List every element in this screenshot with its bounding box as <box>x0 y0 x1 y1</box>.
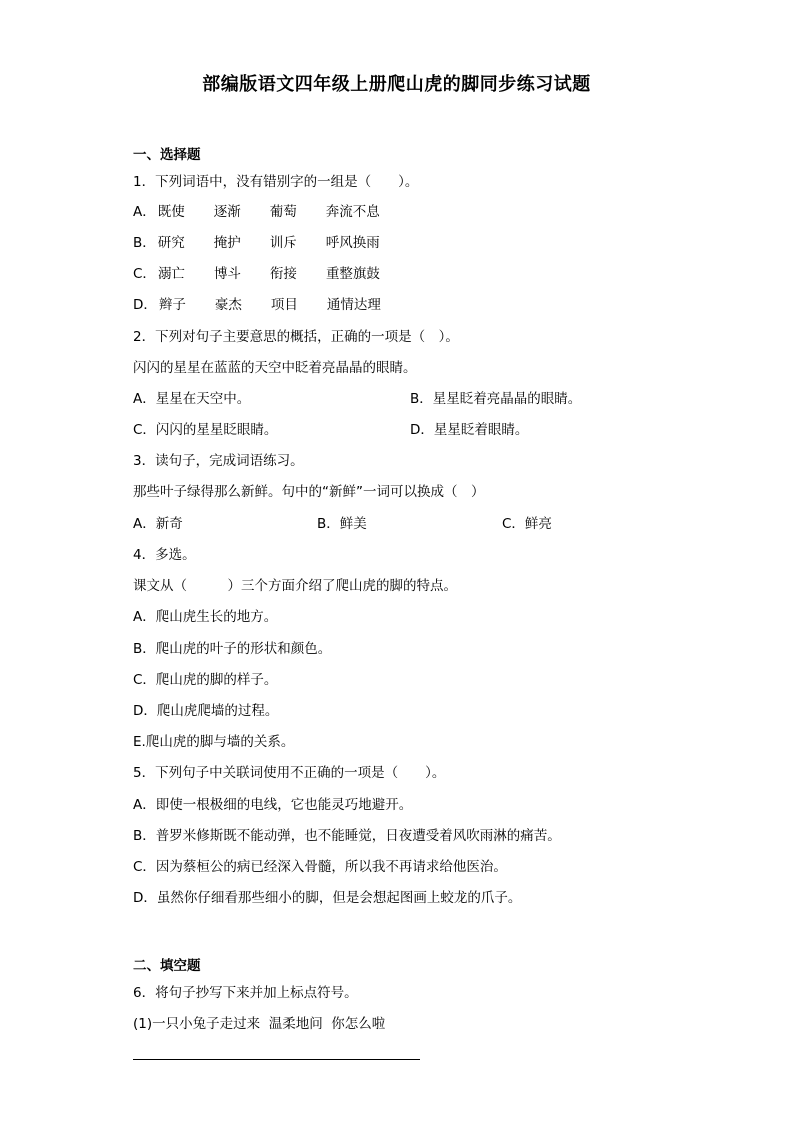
question-2-stem: 2．下列对句子主要意思的概括，正确的一项是（ ）。 <box>133 329 459 345</box>
section-heading-fill-blank: 二、填空题 <box>133 958 201 974</box>
question-3-option-b: B．鲜美 <box>317 516 367 532</box>
option-word: 博斗 <box>213 266 241 282</box>
option-word: 辫子 <box>158 297 186 313</box>
question-5-option-a: A．即使一根极细的电线，它也能灵巧地避开。 <box>133 797 413 813</box>
option-word: 训斥 <box>269 235 297 251</box>
question-5-option-d: D．虽然你仔细看那些细小的脚，但是会想起图画上蛟龙的爪子。 <box>133 890 522 906</box>
option-label: A． <box>133 204 156 220</box>
question-3-sentence: 那些叶子绿得那么新鲜。句中的“新鲜”一词可以换成（ ） <box>133 484 485 500</box>
option-word: 既使 <box>157 204 185 220</box>
option-word: 逐渐 <box>213 204 241 220</box>
page-title: 部编版语文四年级上册爬山虎的脚同步练习试题 <box>202 74 591 95</box>
question-2-option-a: A．星星在天空中。 <box>133 391 251 407</box>
option-label: D． <box>133 297 157 313</box>
question-4-option-a: A．爬山虎生长的地方。 <box>133 609 278 625</box>
option-word: 呼风换雨 <box>325 235 380 251</box>
question-4-stem: 4．多选。 <box>133 547 196 563</box>
option-label: B． <box>133 235 156 251</box>
question-4-option-c: C．爬山虎的脚的样子。 <box>133 672 278 688</box>
question-2-sentence: 闪闪的星星在蓝蓝的天空中眨着亮晶晶的眼睛。 <box>133 360 417 376</box>
question-5-option-b: B．普罗米修斯既不能动弹，也不能睡觉，日夜遭受着风吹雨淋的痛苦。 <box>133 828 561 844</box>
question-4-option-b: B．爬山虎的叶子的形状和颜色。 <box>133 641 332 657</box>
question-1-option-a <box>133 203 380 221</box>
question-6-stem: 6．将句子抄写下来并加上标点符号。 <box>133 985 358 1001</box>
question-4-option-e: E.爬山虎的脚与墙的关系。 <box>133 734 295 750</box>
question-2-option-b: B．星星眨着亮晶晶的眼睛。 <box>410 391 582 407</box>
option-word: 项目 <box>270 297 298 313</box>
option-word: 衔接 <box>269 266 297 282</box>
question-1-option-d <box>133 296 381 314</box>
option-word: 豪杰 <box>214 297 242 313</box>
question-3-stem: 3．读句子，完成词语练习。 <box>133 453 304 469</box>
option-word: 葡萄 <box>269 204 297 220</box>
question-5-option-c: C．因为蔡桓公的病已经深入骨髓，所以我不再请求给他医治。 <box>133 859 507 875</box>
question-1-stem: 1．下列词语中，没有错别字的一组是（ ）。 <box>133 174 419 190</box>
answer-blank-line[interactable] <box>133 1059 420 1060</box>
option-word: 溺亡 <box>157 266 185 282</box>
question-1-option-b <box>133 234 380 252</box>
question-4-sentence: 课文从（ ）三个方面介绍了爬山虎的脚的特点。 <box>133 578 457 594</box>
question-3-option-a: A．新奇 <box>133 516 183 532</box>
question-5-stem: 5．下列句子中关联词使用不正确的一项是（ ）。 <box>133 765 446 781</box>
question-6-sub-1: (1)一只小兔子走过来 温柔地问 你怎么啦 <box>133 1016 386 1032</box>
question-2-option-d: D．星星眨着眼睛。 <box>410 422 529 438</box>
option-word: 掩护 <box>213 235 241 251</box>
option-word: 重整旗鼓 <box>325 266 380 282</box>
question-2-option-c: C．闪闪的星星眨眼睛。 <box>133 422 278 438</box>
question-4-option-d: D．爬山虎爬墙的过程。 <box>133 703 279 719</box>
option-word: 通情达理 <box>326 297 381 313</box>
option-word: 奔流不息 <box>325 204 380 220</box>
section-heading-choice: 一、选择题 <box>133 147 201 163</box>
option-label: C． <box>133 266 156 282</box>
question-1-option-c <box>133 265 380 283</box>
option-word: 研究 <box>157 235 185 251</box>
question-3-option-c: C．鲜亮 <box>502 516 552 532</box>
